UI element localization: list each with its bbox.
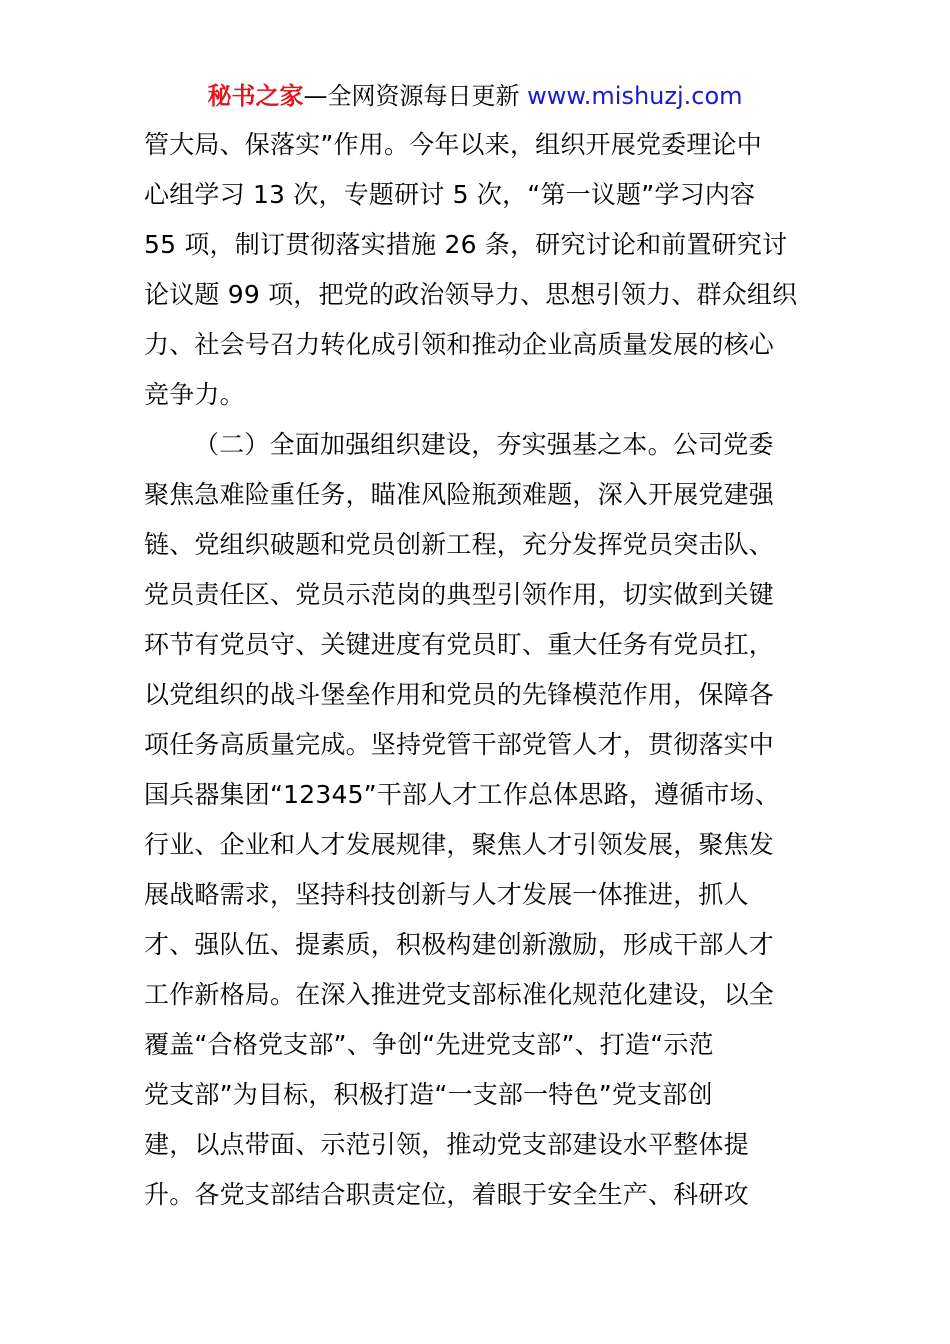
brand-name: 秘书之家 xyxy=(207,82,304,110)
text-line: 聚焦急难险重任务，瞄准风险瓶颈难题，深入开展党建强 xyxy=(144,480,775,509)
text-line: 管大局、保落实”作用。今年以来，组织开展党委理论中 xyxy=(144,130,762,159)
text-line: 党员责任区、党员示范岗的典型引领作用，切实做到关键 xyxy=(144,580,775,609)
site-url[interactable]: www.mishuzj.com xyxy=(527,82,743,110)
text-line: 项任务高质量完成。坚持党管干部党管人才，贯彻落实中 xyxy=(144,730,775,759)
text-line: 心组学习 13 次，专题研讨 5 次，“第一议题”学习内容 xyxy=(144,180,756,209)
text-line: 升。各党支部结合职责定位，着眼于安全生产、科研攻 xyxy=(144,1180,749,1209)
text-line: 建，以点带面、示范引领，推动党支部建设水平整体提 xyxy=(144,1130,749,1159)
text-line: 链、党组织破题和党员创新工程，充分发挥党员突击队、 xyxy=(144,530,775,559)
paragraph-heading: （二）全面加强组织建设，夯实强基之本。公司党委 xyxy=(194,430,774,459)
text-line: 工作新格局。在深入推进党支部标准化规范化建设，以全 xyxy=(144,980,775,1009)
text-line: 环节有党员守、关键进度有党员盯、重大任务有党员扛， xyxy=(144,630,775,659)
text-line: 行业、企业和人才发展规律，聚焦人才引领发展，聚焦发 xyxy=(144,830,775,859)
site-tagline: —全网资源每日更新 xyxy=(303,82,520,110)
text-line: 55 项，制订贯彻落实措施 26 条，研究讨论和前置研究讨 xyxy=(144,230,788,259)
text-line: 党支部”为目标，积极打造“一支部一特色”党支部创 xyxy=(144,1080,713,1109)
text-line: 竞争力。 xyxy=(144,380,245,409)
text-line: 力、社会号召力转化成引领和推动企业高质量发展的核心 xyxy=(144,330,775,359)
text-line: 才、强队伍、提素质，积极构建创新激励，形成干部人才 xyxy=(144,930,775,959)
text-line: 展战略需求，坚持科技创新与人才发展一体推进，抓人 xyxy=(144,880,749,909)
text-line: 国兵器集团“12345”干部人才工作总体思路，遵循市场、 xyxy=(144,780,781,809)
text-line: 论议题 99 项，把党的政治领导力、思想引领力、群众组织 xyxy=(144,280,798,309)
site-header xyxy=(0,80,950,112)
text-line: 以党组织的战斗堡垒作用和党员的先锋模范作用，保障各 xyxy=(144,680,775,709)
text-line: 覆盖“合格党支部”、争创“先进党支部”、打造“示范 xyxy=(144,1030,714,1059)
